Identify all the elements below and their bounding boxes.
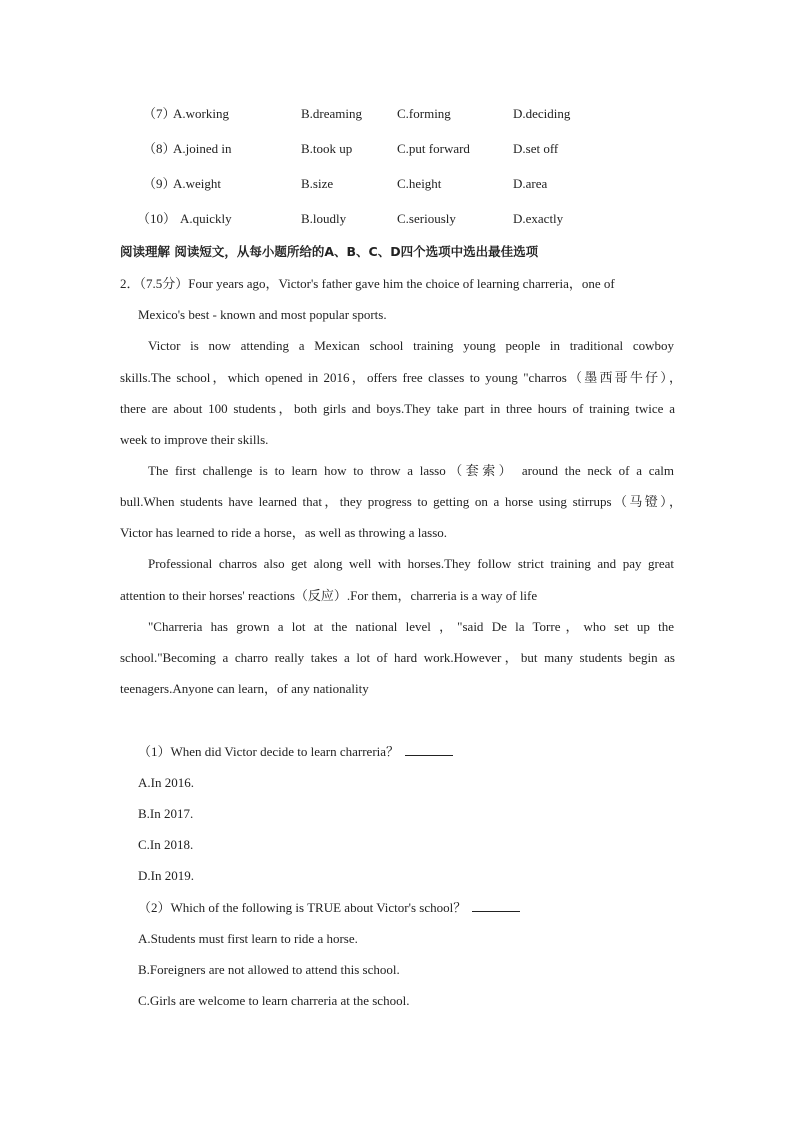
option-a: A.weight: [173, 176, 222, 191]
sub-question-stem: [138, 898, 520, 918]
passage-line: Victor has learned to ride a horse，as well as throwing a lasso.: [120, 525, 448, 540]
option-d: D.area: [513, 176, 548, 191]
passage-line: skills.The school，which opened in 2016，offers free classes to young "charros（墨西哥牛仔），: [120, 370, 682, 385]
option-d: D.exactly: [513, 211, 564, 226]
option-b: B.dreaming: [301, 106, 363, 121]
question-score: （7.5分）: [139, 276, 189, 291]
passage-line: bull.When students have learned that，they progress to getting on a horse using stirrups（马镫），: [120, 494, 682, 509]
answer-option[interactable]: A.In 2016.: [138, 775, 194, 790]
answer-option[interactable]: C.In 2018.: [138, 837, 194, 852]
option-c: C.put forward: [397, 141, 470, 156]
section-title: 阅读理解 阅读短文，从每小题所给的A、B、C、D四个选项中选出最佳选项: [120, 244, 539, 259]
passage-line: "Charreria has grown a lot at the national level ，"said De la Torre，who set up the: [148, 619, 674, 634]
passage-line: The first challenge is to learn how to throw a lasso（套索） around the neck of a calm: [148, 463, 674, 478]
option-number: （8）: [143, 141, 176, 156]
passage-line: teenagers.Anyone can learn，of any nationality: [120, 681, 369, 696]
option-a: A.working: [173, 106, 229, 121]
passage-line: week to improve their skills.: [120, 432, 269, 447]
answer-option[interactable]: B.Foreigners are not allowed to attend this school.: [138, 962, 400, 977]
answer-blank[interactable]: [472, 899, 520, 912]
answer-blank[interactable]: [405, 743, 453, 756]
option-b: B.took up: [301, 141, 353, 156]
question-header: [120, 274, 615, 294]
option-a: A.joined in: [173, 141, 232, 156]
sub-question-stem: [138, 742, 453, 762]
question-intro-continued: Mexico's best - known and most popular sports.: [138, 307, 387, 322]
option-number: （10）: [137, 211, 177, 226]
option-b: B.loudly: [301, 211, 347, 226]
answer-option[interactable]: D.In 2019.: [138, 868, 194, 883]
answer-option[interactable]: A.Students must first learn to ride a horse.: [138, 931, 358, 946]
option-number: （7）: [143, 106, 176, 121]
sub-question-text: （1）When did Victor decide to learn charreria？: [138, 744, 400, 759]
passage-line: Professional charros also get along well with horses.They follow strict training and pay great: [148, 556, 674, 571]
passage-line: Victor is now attending a Mexican school training young people in traditional cowboy: [148, 338, 674, 353]
passage-line: there are about 100 students，both girls and boys.They take part in three hours of training twice a: [120, 401, 675, 416]
option-b: B.size: [301, 176, 334, 191]
question-number: 2．: [120, 276, 140, 291]
option-d: D.deciding: [513, 106, 571, 121]
passage-line: attention to their horses' reactions（反应）.For them，charreria is a way of life: [120, 588, 538, 603]
option-c: C.forming: [397, 106, 451, 121]
option-c: C.seriously: [397, 211, 456, 226]
answer-option[interactable]: C.Girls are welcome to learn charreria at the school.: [138, 993, 410, 1008]
passage-line: school."Becoming a charro really takes a lot of hard work.However，but many students begin as: [120, 650, 675, 665]
option-d: D.set off: [513, 141, 559, 156]
question-intro: Four years ago，Victor's father gave him the choice of learning charreria，one of: [188, 276, 615, 291]
option-c: C.height: [397, 176, 442, 191]
answer-option[interactable]: B.In 2017.: [138, 806, 194, 821]
sub-question-text: （2）Which of the following is TRUE about Victor's school？: [138, 900, 467, 915]
option-number: （9）: [143, 176, 176, 191]
option-a: A.quickly: [180, 211, 232, 226]
